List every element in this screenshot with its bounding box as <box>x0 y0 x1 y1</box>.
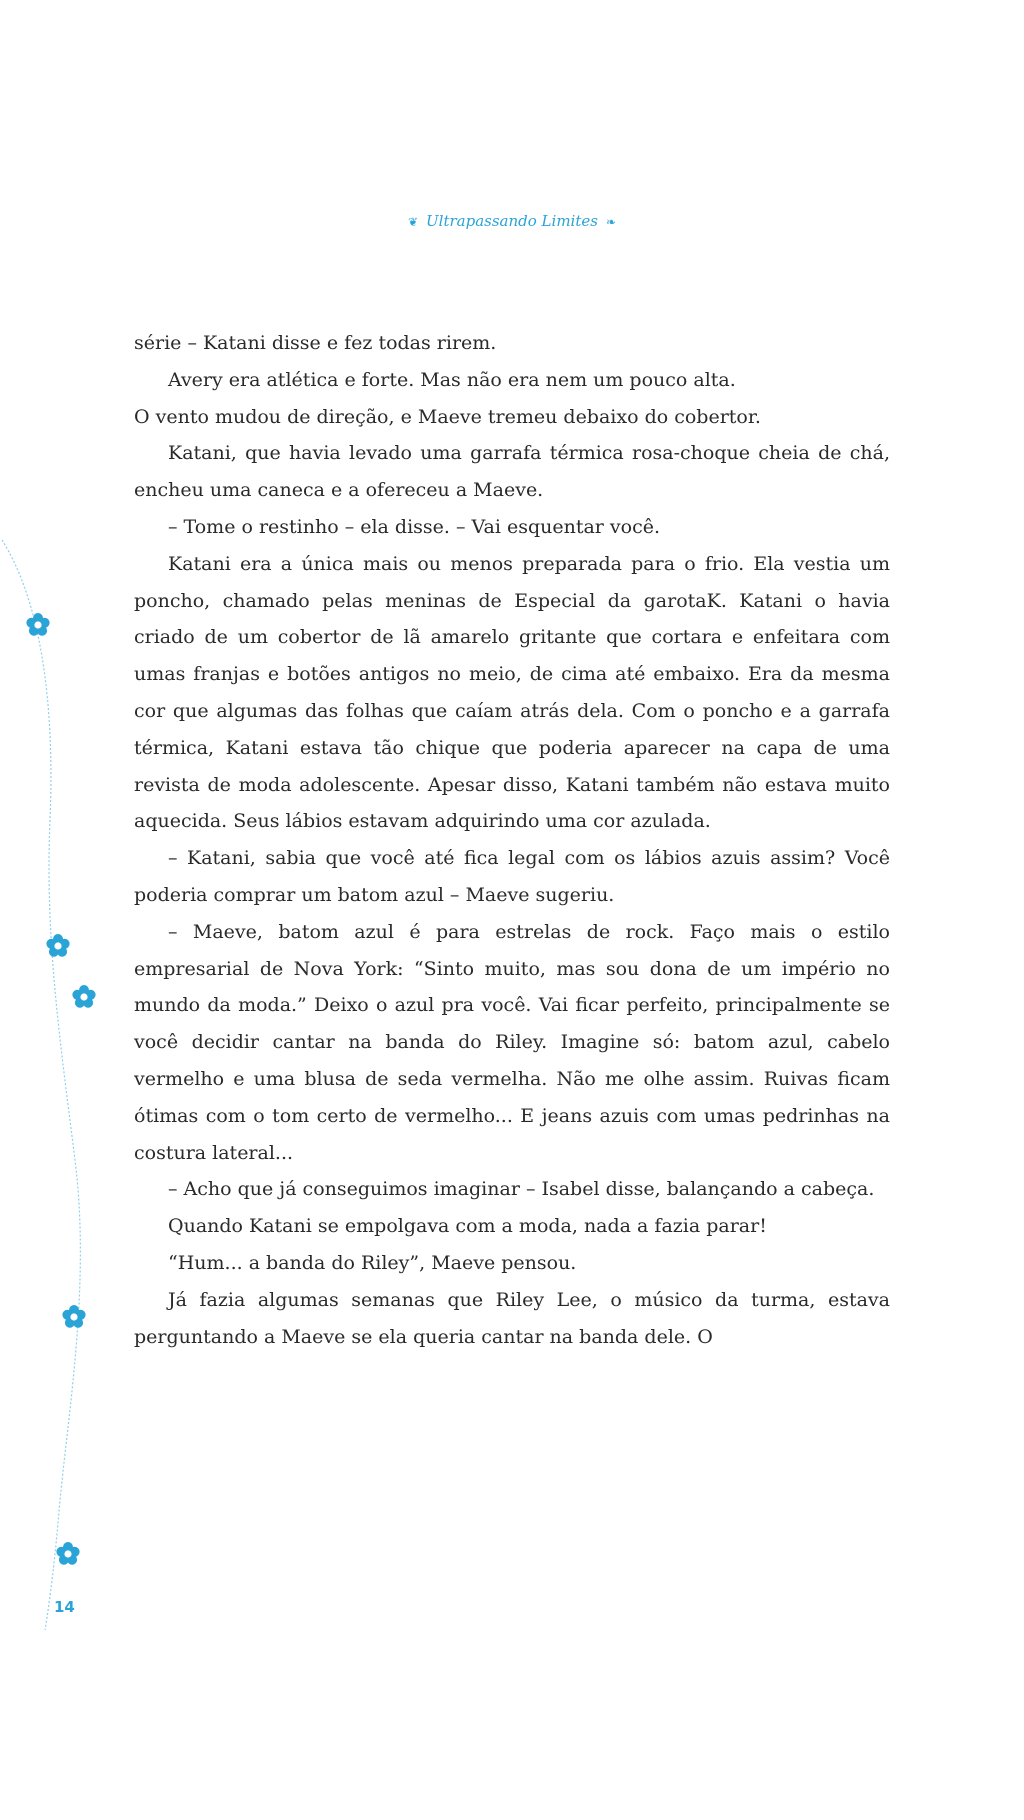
flower-icon <box>54 1540 82 1568</box>
running-header <box>0 212 1024 230</box>
paragraph: Katani era a única mais ou menos preparada para o frio. Ela vestia um poncho, chamado pelas meninas de Especial da garotaK. Katani o havia criado de um cobertor de lã amarelo gritante que cortara e enfeitara com umas franjas e botões antigos no meio, de cima até embaixo. Era da mesma cor que algumas das folhas que caíam atrás dela. Com o poncho e a garrafa térmica, Katani estava tão chique que poderia aparecer na capa de uma revista de moda adolescente. Apesar disso, Katani também não estava muito aquecida. Seus lábios estavam adquirindo uma cor azulada. <box>134 552 890 833</box>
swirl-icon: ❦ <box>407 215 419 229</box>
paragraph: Já fazia algumas semanas que Riley Lee, o músico da turma, estava perguntando a Maeve se ela queria cantar na banda dele. O <box>134 1288 890 1348</box>
paragraph: Katani, que havia levado uma garrafa térmica rosa-choque cheia de chá, encheu uma caneca e a ofereceu a Maeve. <box>134 442 890 502</box>
flower-icon <box>44 932 72 960</box>
paragraph: – Maeve, batom azul é para estrelas de rock. Faço mais o estilo empresarial de Nova York: “Sinto muito, mas sou dona de um império no mundo da moda.” Deixo o azul pra você. Vai ficar perfeito, principalmente se você decidir cantar na banda do Riley. Imagine só: batom azul, cabelo vermelho e uma blusa de seda vermelha. Não me olhe assim. Ruivas ficam ótimas com o tom certo de vermelho... E jeans azuis com umas pedrinhas na costura lateral... <box>134 920 890 1164</box>
paragraph: Quando Katani se empolgava com a moda, nada a fazia parar! <box>168 1215 767 1238</box>
paragraph: Avery era atlética e forte. Mas não era nem um pouco alta. <box>168 368 736 391</box>
body-text <box>134 325 890 1355</box>
vine-decoration <box>0 520 110 1640</box>
paragraph: – Tome o restinho – ela disse. – Vai esquentar você. <box>168 515 661 538</box>
running-title: Ultrapassando Limites <box>426 212 598 230</box>
paragraph: – Katani, sabia que você até fica legal com os lábios azuis assim? Você poderia comprar um batom azul – Maeve sugeriu. <box>134 847 890 906</box>
flower-icon <box>24 611 52 639</box>
paragraph: – Acho que já conseguimos imaginar – Isabel disse, balançando a cabeça. <box>168 1178 875 1201</box>
page-number: 14 <box>54 1598 75 1616</box>
flower-icon <box>70 983 98 1011</box>
flower-icon <box>60 1303 88 1331</box>
paragraph: O vento mudou de direção, e Maeve tremeu debaixo do cobertor. <box>134 405 761 428</box>
paragraph: “Hum... a banda do Riley”, Maeve pensou. <box>168 1251 577 1274</box>
swirl-icon: ❧ <box>605 215 617 229</box>
paragraph: série – Katani disse e fez todas rirem. <box>134 332 497 354</box>
